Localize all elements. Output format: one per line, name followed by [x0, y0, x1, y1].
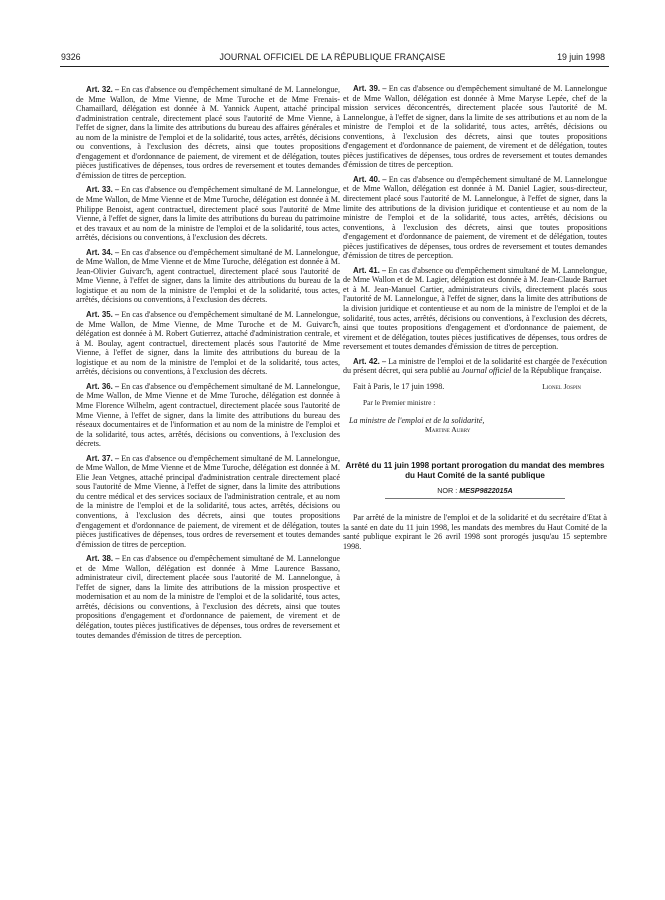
article-42: Art. 42. – La ministre de l'emploi et de la solidarité est chargée de l'exécution du présent décret, qui sera publié au Journal officiel de la République française.	[343, 356, 607, 376]
article-text: En cas d'absence ou d'empêchement simultané de M. Lannelongue, de Mme Wallon, de Mme Vienne et de Mme Turoche, délégation est donnée à M. Philippe Benoist, agent contractuel, directement placé sous l'autorité de Mme Vienne, à l'effet de signer, dans la limite des attributions du bureau du patrimoine et des travaux et au nom de la ministre de l'emploi et de la solidarité, tous actes, arrêtés, décisions ou conventions, à l'exclusion des décrets.	[76, 185, 340, 243]
par-le-premier-ministre: Par le Premier ministre :	[363, 397, 436, 407]
article-number: Art. 39.	[353, 84, 381, 93]
fait-a-paris: Fait à Paris, le 17 juin 1998.	[353, 381, 445, 391]
article-text: En cas d'absence ou d'empêchement simultané de M. Lannelongue, de Mme Wallon et de M. Lagier, délégation est donnée à M. Jean-Claude Barruet et à M. Jean-Manuel Cartier, administrateurs civils, directement placés sous l'autorité de M. Lannelongue, à l'effet de signer, dans la limite des attributions de la division juridique et contentieuse et au nom de la ministre de l'emploi et de la solidarité, tous actes, arrêtés, décisions ou conventions, à l'exclusion des décrets, ainsi que toutes propositions d'engagement et d'ordonnance de paiement, de virement et de délégation, toutes pièces justificatives de dépenses, tous ordres de reversement et toutes demandes d'émission de titres de perception.	[343, 265, 607, 352]
issue-date: 19 juin 1998	[557, 52, 605, 62]
nor-label: NOR :	[437, 485, 458, 495]
article-number: Art. 33.	[86, 185, 113, 195]
arrete-title: Arrêté du 11 juin 1998 portant prorogation du mandat des membres du Haut Comité de la santé publique	[345, 460, 605, 480]
article-number: Art. 42.	[353, 356, 380, 366]
article-text: En cas d'absence ou d'empêchement simultané de M. Lannelongue et de Mme Wallon, délégation est donnée à M. Daniel Lagier, sous-directeur, directement placé sous l'autorité de M. Lannelongue, à l'effet de signer, dans la limite des attributions de la division juridique et contentieuse et au nom de la ministre de l'emploi et de la solidarité, tous actes, arrêtés, décisions ou conventions, à l'exclusion des décrets, ainsi que toutes propositions d'engagement et d'ordonnance de paiement, de virement et de délégation, toutes pièces justificatives de dépenses, tous ordres de reversement et toutes demandes d'émission de titres de perception.	[343, 174, 607, 261]
article-number: Art. 34.	[86, 247, 113, 257]
article-text: En cas d'absence ou d'empêchement simultané de M. Lannelongue, de Mme Wallon, de Mme Vienne et de Mme Turoche, délégation est donnée à M. Elie Jean Vetgnes, attaché principal d'administration centrale directement placé sous l'autorité de Mme Vienne, à l'effet de signer, dans la limite des attributions du centre médical et des services sociaux de l'administration centrale, et au nom de la ministre de l'emploi et de la solidarité, tous actes, arrêtés, décisions ou conventions, à l'exclusion des décrets, ainsi que toutes propositions d'engagement et d'ordonnance de paiement, de virement et de délégation, toutes pièces justificatives de dépenses, tous ordres de reversement et toutes demandes d'émission de titres de perception.	[76, 453, 340, 549]
article-35: Art. 35. – En cas d'absence ou d'empêchement simultané de M. Lannelongue, de Mme Wallon, de Mme Vienne, de Mme Turoche et de M. Guivarc'h, délégation est donnée à M. Robert Gutierrez, attaché d'administration centrale, et à M. Boulay, agent contractuel, directement placés sous l'autorité de Mme Vienne, à l'effet de signer, dans la limite des attributions du bureau de la logistique et au nom de la ministre de l'emploi et de la solidarité, tous actes, arrêtés, décisions ou conventions, à l'exclusion des décrets.	[76, 310, 340, 377]
minister-name: Martine Aubry	[425, 425, 471, 435]
article-text-before: La ministre de l'emploi et de la solidarité est chargée de l'exécution du présent décret, qui sera publié au	[343, 356, 607, 376]
article-text: En cas d'absence ou d'empêchement simultané de M. Lannelongue, de Mme Wallon, de Mme Vienne et de Mme Turoche, délégation est donnée à M. Jean-Olivier Guivarc'h, agent contractuel, directement placé sous l'autorité de Mme Vienne, à l'effet de signer, dans la limite des attributions du bureau de la logistique et au nom de la ministre de l'emploi et de la solidarité, tous actes, arrêtés, décisions ou conventions, à l'exclusion des décrets.	[76, 247, 340, 305]
article-40: Art. 40. – En cas d'absence ou d'empêchement simultané de M. Lannelongue et de Mme Wallon, délégation est donnée à M. Daniel Lagier, sous-directeur, directement placé sous l'autorité de M. Lannelongue, à l'effet de signer, dans la limite des attributions de la division juridique et contentieuse et au nom de la ministre de l'emploi et de la solidarité, tous actes, arrêtés, décisions ou conventions, à l'exclusion des décrets, ainsi que toutes propositions d'engagement et d'ordonnance de paiement, de virement et de délégation, toutes pièces justificatives de dépenses, tous ordres de reversement et toutes demandes d'émission de titres de perception.	[343, 174, 607, 261]
article-text: En cas d'absence ou d'empêchement simultané de M. Lannelongue, de Mme Wallon, de Mme Vienne, de Mme Turoche et de Mme Frenais-Chamaillard, délégation est donnée à M. Yannick Aupent, attaché principal d'administration centrale, directement placé sous l'autorité de Mme Vienne, à l'effet de signer, dans la limite des attributions du bureau des affaires générales et au nom de la ministre de l'emploi et de la solidarité, tous actes, arrêtés, décisions ou conventions, à l'exclusion des décrets, ainsi que toutes propositions d'engagement et d'ordonnance de paiement, de virement et de délégation, toutes pièces justificatives de dépenses, tous ordres de reversement et toutes demandes d'émission de titres de perception.	[76, 85, 340, 180]
article-text: En cas d'absence ou d'empêchement simultané de M. Lannelongue, de Mme Wallon, de Mme Vienne, de Mme Turoche et de M. Guivarc'h, délégation est donnée à M. Robert Gutierrez, attaché d'administration centrale, et à M. Boulay, agent contractuel, directement placés sous l'autorité de Mme Vienne, à l'effet de signer, dans la limite des attributions du bureau de la logistique et au nom de la ministre de l'emploi et de la solidarité, tous actes, arrêtés, décisions ou conventions, à l'exclusion des décrets.	[76, 310, 340, 377]
article-number: Art. 41.	[353, 265, 380, 275]
article-41: Art. 41. – En cas d'absence ou d'empêchement simultané de M. Lannelongue, de Mme Wallon et de M. Lagier, délégation est donnée à M. Jean-Claude Barruet et à M. Jean-Manuel Cartier, administrateurs civils, directement placés sous l'autorité de M. Lannelongue, à l'effet de signer, dans la limite des attributions de la division juridique et contentieuse et au nom de la ministre de l'emploi et de la solidarité, tous actes, arrêtés, décisions ou conventions, à l'exclusion des décrets, ainsi que toutes propositions d'engagement et d'ordonnance de paiement, de virement et de délégation, toutes pièces justificatives de dépenses, tous ordres de reversement et toutes demandes d'émission de titres de perception.	[343, 265, 607, 352]
article-38: Art. 38. – En cas d'absence ou d'empêchement simultané de M. Lannelongue et de Mme Wallon, délégation est donnée à Mme Laurence Bassano, administrateur civil, directement placée sous l'autorité de M. Lannelongue, à l'effet de signer, dans la limite des attributions de la mission prospective et modernisation et au nom de la ministre de l'emploi et de la solidarité, tous actes, arrêtés, décisions ou conventions, à l'exclusion des décrets, ainsi que toutes propositions d'engagement et d'ordonnance de paiement, de virement et de délégation, toutes pièces justificatives de dépenses, tous ordres de reversement et toutes demandes d'émission de titres de perception.	[76, 554, 340, 640]
article-32: Art. 32. – En cas d'absence ou d'empêchement simultané de M. Lannelongue, de Mme Wallon, de Mme Vienne, de Mme Turoche et de Mme Frenais-Chamaillard, délégation est donnée à M. Yannick Aupent, attaché principal d'administration centrale, directement placé sous l'autorité de Mme Vienne, à l'effet de signer, dans la limite des attributions du bureau des affaires générales et au nom de la ministre de l'emploi et de la solidarité, tous actes, arrêtés, décisions ou conventions, à l'exclusion des décrets, ainsi que toutes propositions d'engagement et d'ordonnance de paiement, de virement et de délégation, toutes pièces justificatives de dépenses, tous ordres de reversement et toutes demandes d'émission de titres de perception.	[76, 85, 340, 180]
header-rule	[60, 66, 609, 67]
article-number: Art. 37.	[86, 453, 113, 463]
article-text: En cas d'absence ou d'empêchement simultané de M. Lannelongue, de Mme Wallon, de Mme Vienne et de Mme Turoche, délégation est donnée à Mme Florence Wilhelm, agent contractuel, directement placée sous l'autorité de Mme Vienne, à l'effet de signer, dans la limite des attributions du bureau des réseaux documentaires et de l'information et au nom de la ministre de l'emploi et de la solidarité, tous actes, arrêtés, décisions ou conventions, à l'exclusion des décrets.	[76, 381, 340, 449]
article-number: Art. 36.	[86, 381, 113, 391]
article-number: Art. 38.	[86, 554, 114, 564]
article-34: Art. 34. – En cas d'absence ou d'empêchement simultané de M. Lannelongue, de Mme Wallon, de Mme Vienne et de Mme Turoche, délégation est donnée à M. Jean-Olivier Guivarc'h, agent contractuel, directement placé sous l'autorité de Mme Vienne, à l'effet de signer, dans la limite des attributions du bureau de la logistique et au nom de la ministre de l'emploi et de la solidarité, tous actes, arrêtés, décisions ou conventions, à l'exclusion des décrets.	[76, 247, 340, 305]
journal-officiel-italic: Journal officiel	[461, 366, 512, 376]
journal-title: JOURNAL OFFICIEL DE LA RÉPUBLIQUE FRANÇAISE	[219, 52, 446, 62]
nor-divider	[385, 498, 565, 499]
arrete-body: Par arrêté de la ministre de l'emploi et de la solidarité et du secrétaire d'Etat à la santé en date du 11 juin 1998, les mandats des membres du Haut Comité de la santé publique expirant le 26 avril 1998 sont prorogés jusqu'au 15 septembre 1998.	[343, 513, 607, 551]
right-column	[343, 84, 607, 784]
page-number: 9326	[61, 52, 81, 62]
article-number: Art. 32.	[86, 85, 113, 94]
left-column	[76, 85, 340, 883]
nor-code: MESP9822015A	[459, 485, 513, 495]
article-39: Art. 39. – En cas d'absence ou d'empêchement simultané de M. Lannelongue et de Mme Wallon, délégation est donnée à Mme Maryse Lepée, chef de la mission services déconcentrés, directement placée sous l'autorité de M. Lannelongue, à l'effet de signer, dans la limite de ses attributions et au nom de la ministre de l'emploi et de la solidarité, tous actes, arrêtés, décisions ou conventions, à l'exclusion des décrets, ainsi que toutes propositions d'engagement et d'ordonnance de paiement, de virement et de délégation, toutes pièces justificatives de dépenses, tous ordres de reversement et toutes demandes d'émission de titres de perception.	[343, 84, 607, 170]
article-37: Art. 37. – En cas d'absence ou d'empêchement simultané de M. Lannelongue, de Mme Wallon, de Mme Vienne et de Mme Turoche, délégation est donnée à M. Elie Jean Vetgnes, attaché principal d'administration centrale directement placé sous l'autorité de Mme Vienne, à l'effet de signer, dans la limite des attributions du centre médical et des services sociaux de l'administration centrale, et au nom de la ministre de l'emploi et de la solidarité, tous actes, arrêtés, décisions ou conventions, à l'exclusion des décrets, ainsi que toutes propositions d'engagement et d'ordonnance de paiement, de virement et de délégation, toutes pièces justificatives de dépenses, tous ordres de reversement et toutes demandes d'émission de titres de perception.	[76, 453, 340, 549]
nor-reference	[343, 486, 607, 496]
article-number: Art. 35.	[86, 310, 113, 320]
article-text: En cas d'absence ou d'empêchement simultané de M. Lannelongue et de Mme Wallon, délégation est donnée à Mme Laurence Bassano, administrateur civil, directement placée sous l'autorité de M. Lannelongue, à l'effet de signer, dans la limite des attributions de la mission prospective et modernisation et au nom de la ministre de l'emploi et de la solidarité, tous actes, arrêtés, décisions ou conventions, à l'exclusion des décrets, ainsi que toutes propositions d'engagement et d'ordonnance de paiement, de virement et de délégation, toutes pièces justificatives de dépenses, tous ordres de reversement et toutes demandes d'émission de titres de perception.	[76, 554, 340, 640]
article-text: En cas d'absence ou d'empêchement simultané de M. Lannelongue et de Mme Wallon, délégation est donnée à Mme Maryse Lepée, chef de la mission services déconcentrés, directement placée sous l'autorité de M. Lannelongue, à l'effet de signer, dans la limite de ses attributions et au nom de la ministre de l'emploi et de la solidarité, tous actes, arrêtés, décisions ou conventions, à l'exclusion des décrets, ainsi que toutes propositions d'engagement et d'ordonnance de paiement, de virement et de délégation, toutes pièces justificatives de dépenses, tous ordres de reversement et toutes demandes d'émission de titres de perception.	[343, 84, 607, 170]
article-number: Art. 40.	[353, 174, 381, 184]
minister-title: La ministre de l'emploi et de la solidarité,	[349, 415, 485, 425]
signer-name: Lionel Jospin	[542, 382, 581, 392]
article-text-after: de la République française.	[511, 366, 602, 376]
article-36: Art. 36. – En cas d'absence ou d'empêchement simultané de M. Lannelongue, de Mme Wallon, de Mme Vienne et de Mme Turoche, délégation est donnée à Mme Florence Wilhelm, agent contractuel, directement placée sous l'autorité de Mme Vienne, à l'effet de signer, dans la limite des attributions du bureau des réseaux documentaires et de l'information et au nom de la ministre de l'emploi et de la solidarité, tous actes, arrêtés, décisions ou conventions, à l'exclusion des décrets.	[76, 381, 340, 449]
article-33: Art. 33. – En cas d'absence ou d'empêchement simultané de M. Lannelongue, de Mme Wallon, de Mme Vienne et de Mme Turoche, délégation est donnée à M. Philippe Benoist, agent contractuel, directement placé sous l'autorité de Mme Vienne, à l'effet de signer, dans la limite des attributions du bureau du patrimoine et des travaux et au nom de la ministre de l'emploi et de la solidarité, tous actes, arrêtés, décisions ou conventions, à l'exclusion des décrets.	[76, 185, 340, 243]
